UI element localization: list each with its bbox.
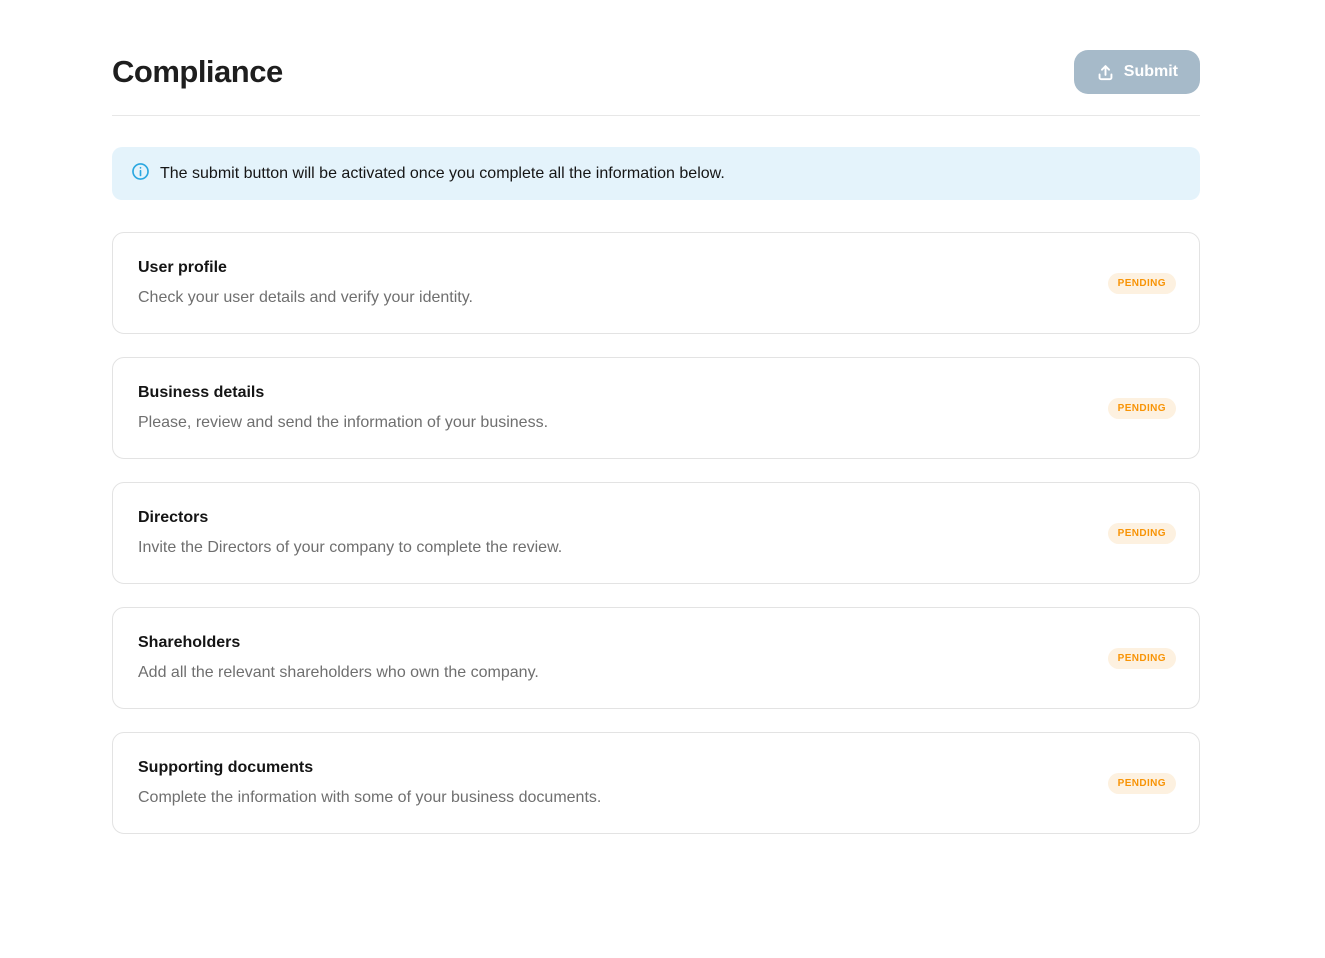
section-card-business-details[interactable] — [112, 357, 1200, 459]
info-banner-text: The submit button will be activated once you complete all the information below. — [160, 164, 725, 182]
section-title: Shareholders — [138, 634, 241, 651]
submit-button-label: Submit — [1123, 63, 1178, 80]
status-badge: PENDING — [1108, 773, 1176, 794]
status-badge: PENDING — [1108, 648, 1176, 669]
section-card-directors[interactable] — [112, 482, 1200, 584]
page-header — [112, 50, 1200, 94]
section-card-text — [138, 634, 539, 682]
section-description: Invite the Directors of your company to complete the review. — [138, 539, 563, 556]
info-icon — [131, 162, 150, 186]
submit-button[interactable] — [1074, 50, 1200, 94]
section-card-list — [112, 232, 1200, 834]
section-title: Directors — [138, 509, 209, 526]
info-banner — [112, 147, 1200, 200]
status-badge: PENDING — [1108, 273, 1176, 294]
compliance-page — [112, 0, 1200, 834]
header-divider — [112, 115, 1200, 116]
status-badge: PENDING — [1108, 523, 1176, 544]
section-description: Check your user details and verify your identity. — [138, 289, 473, 306]
section-description: Complete the information with some of your business documents. — [138, 789, 602, 806]
section-card-text — [138, 259, 473, 307]
section-card-user-profile[interactable] — [112, 232, 1200, 334]
section-description: Add all the relevant shareholders who own the company. — [138, 664, 539, 681]
section-card-supporting-documents[interactable] — [112, 732, 1200, 834]
page-title: Compliance — [112, 54, 283, 89]
status-badge: PENDING — [1108, 398, 1176, 419]
section-title: Supporting documents — [138, 759, 314, 776]
section-card-shareholders[interactable] — [112, 607, 1200, 709]
section-card-text — [138, 509, 562, 557]
upload-icon — [1096, 63, 1115, 82]
section-card-text — [138, 759, 601, 807]
section-title: Business details — [138, 384, 265, 401]
section-card-text — [138, 384, 548, 432]
section-title: User profile — [138, 259, 227, 276]
section-description: Please, review and send the information of your business. — [138, 414, 549, 431]
